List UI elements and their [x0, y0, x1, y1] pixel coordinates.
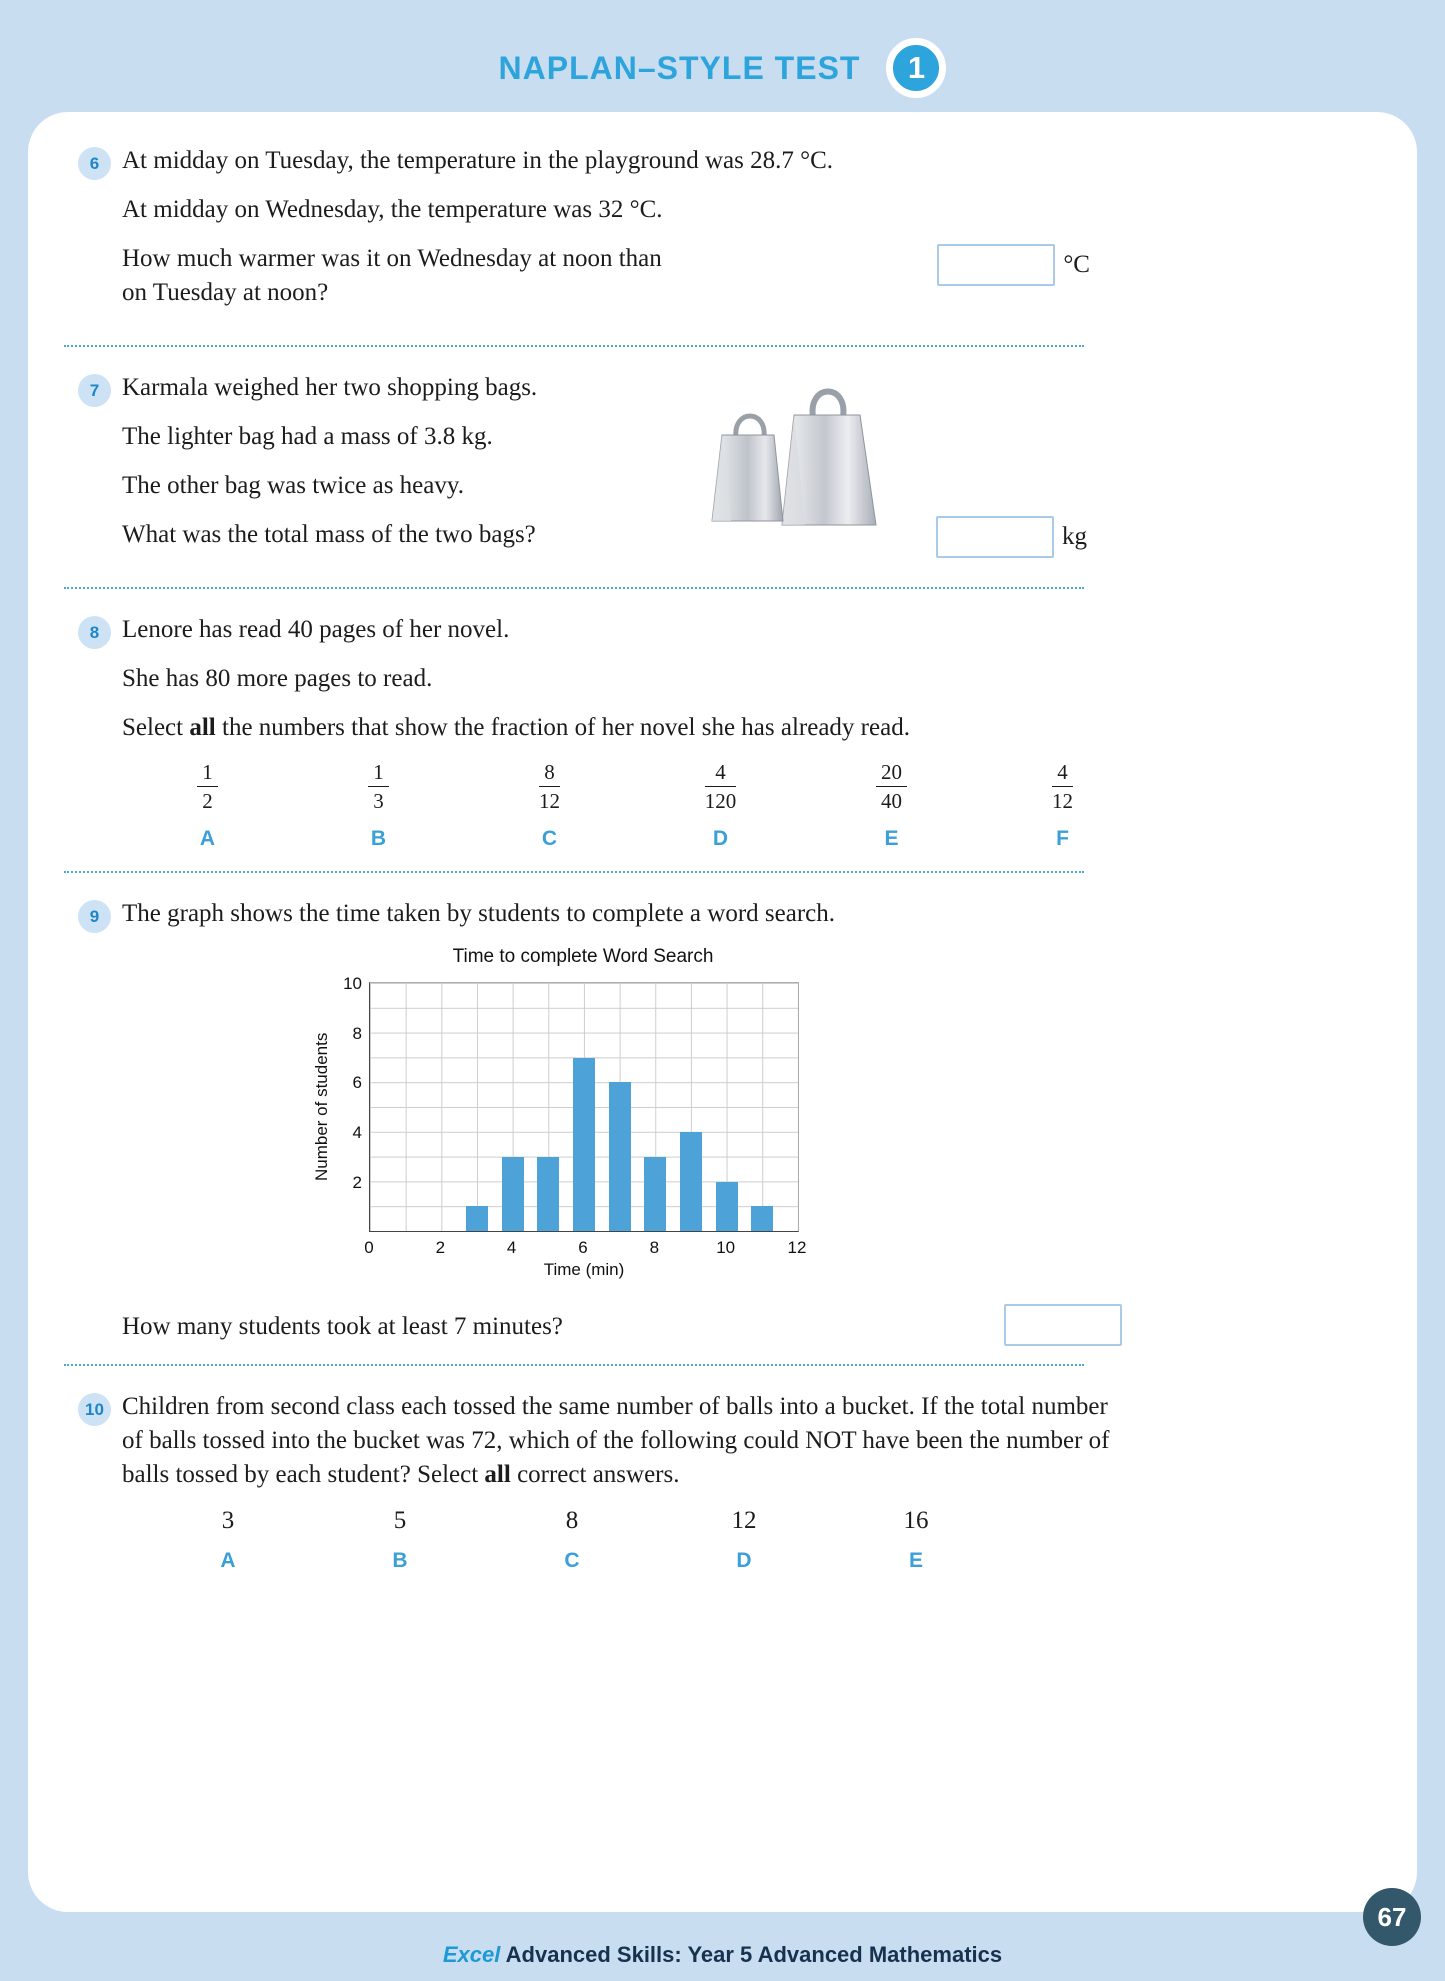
chart-bar [466, 1206, 488, 1231]
question-text: Lenore has read 40 pages of her novel. [122, 616, 510, 643]
x-axis-title: Time (min) [543, 1260, 625, 1280]
x-tick-label: 8 [649, 1238, 660, 1258]
option-letter[interactable]: B [370, 827, 387, 851]
fraction-value: $\frac{8}{12}$ [539, 760, 560, 814]
question-text: At midday on Wednesday, the temperature was 32 °C. [122, 196, 663, 223]
question-text: Children from second class each tossed the same number of balls into a bucket. If the total number of balls tossed into the bucket was 72, which of the following could NOT have been the number of balls tossed by each student? Select all correct answers. [122, 1393, 1110, 1489]
y-tick-label: 8 [352, 1023, 362, 1043]
question-number-badge: 6 [78, 147, 111, 180]
test-number-badge: 1 [886, 38, 946, 98]
y-tick-label: 6 [352, 1073, 362, 1093]
chart-bar [502, 1157, 524, 1231]
y-tick-label: 10 [343, 974, 362, 994]
y-axis-title: Number of students [312, 1033, 331, 1182]
x-tick-label: 4 [506, 1238, 517, 1258]
question-6 [78, 144, 1357, 325]
question-8 [78, 613, 1357, 851]
page-header [0, 38, 1445, 98]
answer-box-q9[interactable] [1004, 1304, 1122, 1346]
question-text: She has 80 more pages to read. [122, 665, 433, 692]
option-letter[interactable]: B [392, 1549, 408, 1573]
x-tick-label: 2 [435, 1238, 446, 1258]
option-letter[interactable]: F [1056, 827, 1069, 851]
fraction-value: $\frac{20}{40}$ [876, 760, 907, 813]
option-value: 12 [731, 1507, 757, 1535]
chart-bar [573, 1058, 595, 1232]
option-value: 16 [903, 1507, 929, 1535]
question-number-badge: 9 [78, 900, 111, 933]
fraction-value: $\frac{4}{12}$ [1052, 760, 1073, 814]
option-D[interactable] [705, 760, 737, 851]
x-tick-label: 10 [716, 1238, 736, 1258]
page-title: NAPLAN–STYLE TEST [498, 49, 861, 86]
option-value: 5 [393, 1507, 407, 1535]
question-number-badge: 10 [78, 1393, 111, 1426]
footer-brand-bold: Advanced Skills: [505, 1942, 682, 1967]
question-number-badge: 7 [78, 374, 111, 407]
option-B[interactable] [392, 1507, 407, 1573]
question-text: What was the total mass of the two bags? [122, 521, 536, 548]
question-separator [64, 1364, 1084, 1366]
option-B[interactable] [368, 760, 389, 851]
answer-box-q7[interactable] [936, 516, 1054, 558]
footer-book-title: Year 5 Advanced Mathematics [687, 1942, 1003, 1967]
option-D[interactable] [732, 1507, 757, 1573]
worksheet-card [28, 112, 1417, 1912]
question-separator [64, 587, 1084, 589]
option-letter[interactable]: A [220, 1549, 236, 1573]
question-7 [78, 371, 1357, 567]
question-text: At midday on Tuesday, the temperature in the playground was 28.7 °C. [122, 147, 834, 174]
question-text: How much warmer was it on Wednesday at noon than on Tuesday at noon? [122, 245, 662, 306]
option-E[interactable] [876, 760, 907, 851]
option-A[interactable] [197, 760, 218, 851]
page-footer [0, 1942, 1445, 1968]
question-text: The other bag was twice as heavy. [122, 472, 464, 499]
question-text: The graph shows the time taken by students to complete a word search. [122, 900, 836, 928]
y-tick-label: 2 [352, 1172, 362, 1192]
chart-bar [680, 1132, 702, 1231]
footer-brand-italic: Excel [442, 1942, 501, 1967]
chart-bar [644, 1157, 666, 1231]
question-separator [64, 871, 1084, 873]
x-tick-label: 12 [787, 1238, 807, 1258]
question-text: Karmala weighed her two shopping bags. [122, 374, 538, 401]
option-letter[interactable]: E [908, 1549, 923, 1573]
answer-unit-label: kg [1062, 523, 1087, 550]
question-text: How many students took at least 7 minutes? [122, 1313, 563, 1341]
chart-bar [609, 1082, 631, 1231]
question-10 [78, 1390, 1357, 1573]
y-tick-label: 4 [352, 1123, 362, 1143]
chart-bar [716, 1182, 738, 1232]
chart-plot [369, 982, 799, 1232]
chart-bar [537, 1157, 559, 1231]
x-tick-label: 0 [364, 1238, 374, 1258]
option-F[interactable] [1052, 760, 1073, 851]
option-value: 3 [221, 1507, 235, 1535]
option-letter[interactable]: D [736, 1549, 752, 1573]
fraction-value: $\frac{1}{3}$ [368, 760, 389, 813]
x-tick-label: 6 [578, 1238, 588, 1258]
answer-options [122, 760, 1357, 851]
option-letter[interactable]: A [199, 827, 216, 851]
option-C[interactable] [564, 1507, 579, 1573]
question-text: Select all the numbers that show the fraction of her novel she has already read. [122, 714, 910, 741]
question-number-badge: 8 [78, 616, 111, 649]
x-axis-ticks [364, 1232, 807, 1258]
option-A[interactable] [220, 1507, 235, 1573]
fraction-value: $\frac{1}{2}$ [197, 760, 218, 813]
option-E[interactable] [904, 1507, 929, 1573]
answer-options [142, 1507, 1357, 1573]
option-letter[interactable]: E [884, 827, 899, 851]
page-number-badge: 67 [1363, 1888, 1421, 1946]
answer-unit-label: °C [1063, 251, 1090, 278]
option-letter[interactable]: D [712, 827, 729, 851]
question-separator [64, 345, 1084, 347]
option-letter[interactable]: C [564, 1549, 580, 1573]
shopping-bags-image [704, 373, 884, 531]
question-text: The lighter bag had a mass of 3.8 kg. [122, 423, 493, 450]
option-letter[interactable]: C [541, 827, 558, 851]
option-value: 8 [565, 1507, 579, 1535]
word-search-bar-chart [312, 946, 1357, 1280]
chart-title: Time to complete Word Search [452, 946, 714, 968]
fraction-value: $\frac{4}{120}$ [704, 760, 737, 814]
chart-bar [751, 1206, 773, 1231]
question-9 [78, 897, 1357, 1344]
option-C[interactable] [539, 760, 560, 851]
y-axis-ticks [336, 974, 362, 1232]
answer-box-q6[interactable] [937, 244, 1055, 286]
